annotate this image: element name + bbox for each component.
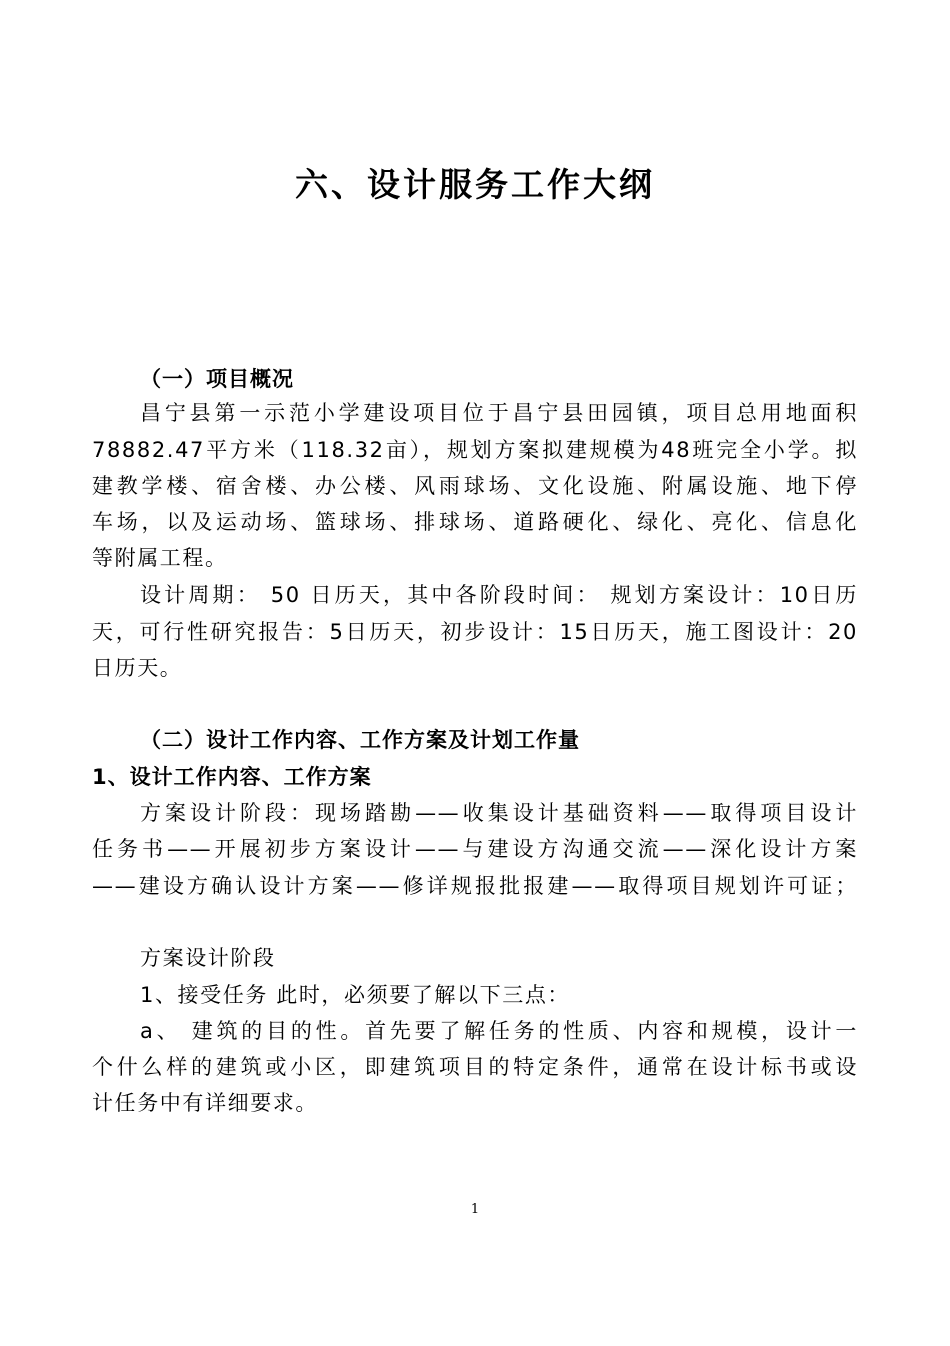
paragraph-line: ——建设方确认设计方案——修详规报批报建——取得项目规划许可证；	[92, 874, 858, 898]
paragraph-line: 设计周期： 50 日历天，其中各阶段时间： 规划方案设计：10日历	[140, 583, 858, 607]
page-number: 1	[470, 1202, 480, 1217]
paragraph-line: 昌宁县第一示范小学建设项目位于昌宁县田园镇，项目总用地面积	[140, 401, 858, 425]
paragraph-line: 等附属工程。	[92, 546, 228, 570]
paragraph-line: 任务书——开展初步方案设计——与建设方沟通交流——深化设计方案	[92, 837, 858, 861]
stage-label: 方案设计阶段	[140, 946, 276, 970]
paragraph-line: 计任务中有详细要求。	[92, 1091, 318, 1115]
paragraph-line: 建教学楼、宿舍楼、办公楼、风雨球场、文化设施、附属设施、地下停	[92, 474, 858, 498]
subheading: 1、设计工作内容、工作方案	[92, 765, 372, 789]
section-heading-overview: （一）项目概况	[140, 367, 294, 391]
paragraph-line: 方案设计阶段：现场踏勘——收集设计基础资料——取得项目设计	[140, 801, 858, 825]
paragraph-line: 天，可行性研究报告：5日历天，初步设计：15日历天，施工图设计：20	[92, 620, 858, 644]
paragraph-line: 78882.47平方米（118.32亩），规划方案拟建规模为48班完全小学。拟	[92, 438, 858, 462]
document-title: 六、设计服务工作大纲	[295, 165, 655, 204]
list-item: 1、接受任务 此时，必须要了解以下三点：	[140, 983, 571, 1007]
section-heading-work-content: （二）设计工作内容、工作方案及计划工作量	[140, 728, 580, 752]
paragraph-line: 车场，以及运动场、篮球场、排球场、道路硬化、绿化、亮化、信息化	[92, 510, 858, 534]
paragraph-line: 日历天。	[92, 656, 183, 680]
paragraph-line: 个什么样的建筑或小区，即建筑项目的特定条件，通常在设计标书或设	[92, 1055, 858, 1079]
paragraph-line: a、 建筑的目的性。首先要了解任务的性质、内容和规模，设计一	[140, 1019, 858, 1043]
